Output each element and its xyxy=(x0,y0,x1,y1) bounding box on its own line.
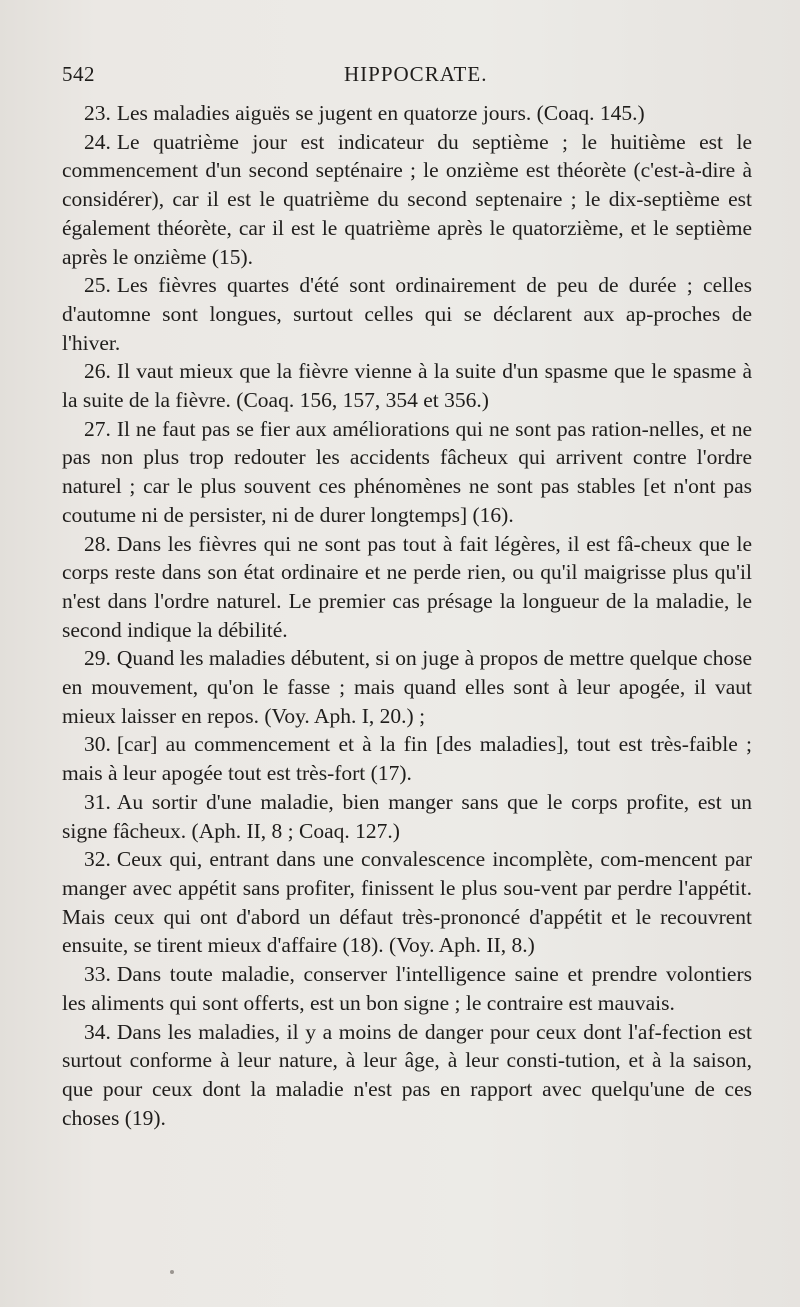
paragraph-number: 29. xyxy=(84,646,111,671)
paragraph-number: 31. xyxy=(84,789,111,814)
paragraph-text: Quand les maladies débutent, si on juge à propos de mettre quelque chose en mouvement, qu'on le fasse ; mais quand elles sont à leur apogée, il vaut mieux laisser en repos. (Voy. Aph. I, 20.) ; xyxy=(62,646,752,728)
paragraph-number: 24. xyxy=(84,129,111,154)
paragraph-text: Dans les fièvres qui ne sont pas tout à fait légères, il est fâ-cheux que le corps reste dans son état ordinaire et ne perde rien, ou qu'il maigrisse plus qu'il n'est dans l'ordre naturel. Le premier cas présage la longueur de la maladie, le second indique la débilité. xyxy=(62,531,752,642)
paragraph-number: 30. xyxy=(84,732,111,757)
paragraph-text: Dans toute maladie, conserver l'intelligence saine et prendre volontiers les aliments qui sont offerts, est un bon signe ; le contraire est mauvais. xyxy=(62,962,752,1015)
paragraph-number: 25. xyxy=(84,273,111,298)
print-speck xyxy=(170,1270,174,1274)
paragraph-number: 26. xyxy=(84,359,111,384)
paragraph-text: Il ne faut pas se fier aux améliorations qui ne sont pas ration-nelles, et ne pas non plus trop redouter les accidents fâcheux qui arrivent contre l'ordre naturel ; car le plus souvent ces phénomènes ne sont pas stables [et n'ont pas coutume ni de persister, ni de durer longtemps] (16). xyxy=(62,416,752,527)
paragraph-number: 34. xyxy=(84,1019,111,1044)
running-head: HIPPOCRATE. xyxy=(344,62,488,86)
paragraph-32 xyxy=(62,845,752,960)
paragraph-number: 28. xyxy=(84,531,111,556)
paragraph-text: Le quatrième jour est indicateur du septième ; le huitième est le commencement d'un second septénaire ; le onzième est théorète (c'est-à-dire à considérer), car il est le quatrième du second septenaire ; le dix-septième est également théorète, car il est le quatrième après le quatorzième, et le septième après le onzième (15). xyxy=(62,129,752,269)
paragraph-text: Il vaut mieux que la fièvre vienne à la suite d'un spasme que le spasme à la suite de la fièvre. (Coaq. 156, 157, 354 et 356.) xyxy=(62,359,752,413)
paragraph-text: Dans les maladies, il y a moins de danger pour ceux dont l'af-fection est surtout conforme à leur nature, à leur âge, à leur consti-tution, et à la saison, que pour ceux dont la maladie n'est pas en rapport avec quelqu'une de ces choses (19). xyxy=(62,1019,752,1130)
paragraph-text: [car] au commencement et à la fin [des maladies], tout est très-faible ; mais à leur apogée tout est très-fort (17). xyxy=(62,732,752,786)
paragraph-31 xyxy=(62,788,752,845)
paragraph-23 xyxy=(62,99,752,128)
page-number: 542 xyxy=(62,62,95,86)
paragraph-33 xyxy=(62,960,752,1017)
paragraph-34 xyxy=(62,1018,752,1133)
paragraph-number: 23. xyxy=(84,101,111,125)
paragraph-number: 27. xyxy=(84,416,111,441)
paragraph-text: Les fièvres quartes d'été sont ordinairement de peu de durée ; celles d'automne sont longues, surtout celles qui se déclarent aux ap-proches de l'hiver. xyxy=(62,273,752,355)
paragraph-25 xyxy=(62,271,752,357)
page-header xyxy=(62,62,752,92)
paragraph-number: 33. xyxy=(84,962,111,987)
paragraph-text: Au sortir d'une maladie, bien manger sans que le corps profite, est un signe fâcheux. (Aph. II, 8 ; Coaq. 127.) xyxy=(62,789,752,843)
paragraph-number: 32. xyxy=(84,847,111,872)
paragraph-text: Ceux qui, entrant dans une convalescence incomplète, com-mencent par manger avec appétit sans profiter, finissent le plus sou-vent par perdre l'appétit. Mais ceux qui ont d'abord un défaut très-prononcé d'appétit et le recouvrent ensuite, se tirent mieux d'affaire (18). (Voy. Aph. II, 8.) xyxy=(62,847,752,958)
paragraph-27 xyxy=(62,415,752,530)
paragraph-text: Les maladies aiguës se jugent en quatorze jours. (Coaq. 145.) xyxy=(116,101,645,125)
paragraph-26 xyxy=(62,357,752,414)
paragraph-24 xyxy=(62,128,752,272)
page-body xyxy=(62,99,752,1132)
paragraph-29 xyxy=(62,644,752,730)
paragraph-30 xyxy=(62,730,752,787)
paragraph-28 xyxy=(62,530,752,645)
